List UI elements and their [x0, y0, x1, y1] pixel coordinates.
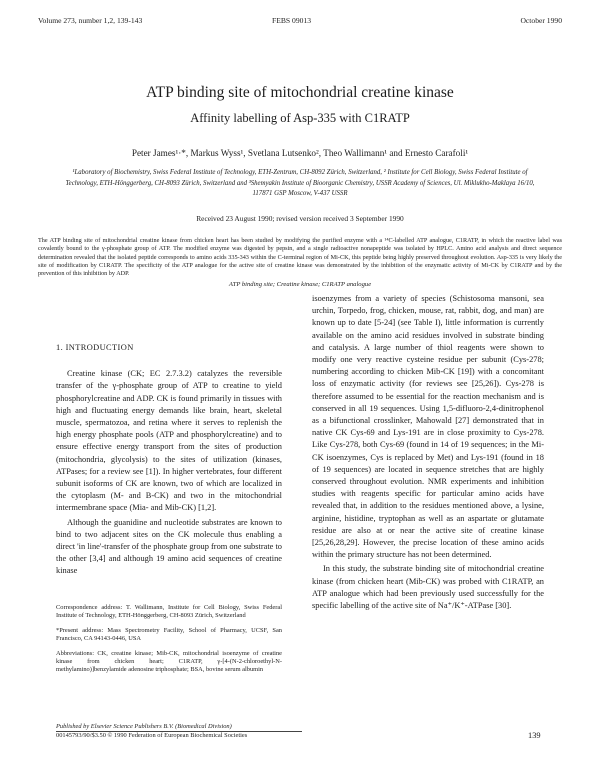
- page-number: 139: [528, 731, 541, 740]
- issue-date: October 1990: [520, 16, 562, 25]
- paragraph: In this study, the substrate binding site of mitochondrial creatine kinase (from chicken heart (Mib-CK) was probed with C1RATP, an ATP analogue which had been previously used successfully for the specific labelling of the active site of Na⁺/K⁺-ATPase [30].: [312, 564, 544, 611]
- paragraph: Although the guanidine and nucleotide substrates are known to bind to two adjacent sites on the CK molecule thus enabling a direct 'in line'-transfer of the phosphate group from one substrate to the other [3,4] and although 19 amino acid sequences of creatine kinase: [56, 517, 282, 576]
- paper-subtitle: Affinity labelling of Asp-335 with C1RATP: [190, 111, 410, 125]
- abbreviations-note: Abbreviations: CK, creatine kinase; Mib-CK, mitochondrial isoenzyme of creatine kinase from chicken heart; C1RATP, γ-[4-(N-2-chloroethyl-N-methylamino)]benzylamide adenosine triphosphate; BSA, bovine serum albumin: [56, 649, 282, 674]
- received-dates: Received 23 August 1990; revised version received 3 September 1990: [196, 214, 404, 223]
- footnotes: [56, 604, 282, 681]
- paragraph: Creatine kinase (CK; EC 2.7.3.2) catalyzes the reversible transfer of the γ-phosphate group of ATP to creatine to yield phosphorylcreatine and ADP. CK is found primarily in tissues with high and fluctuating energy demands like brain, heart, skeletal muscle, spermatozoa, and retina where it serves to replenish the high energy phosphate pools (ATP and phosphorylcreatine) and to ensure effective energy transport from the sites of production (mitochondria, glycolysis) to the sites of utilization (kinases, ATPases; for a review see [1]). In higher vertebrates, four different subunit isoforms of CK are known, two of which are localized in the cytoplasm (M- and B-CK) and two in the mitochondrial intermembrane space (Mia- and Mib-CK) [1,2].: [56, 369, 282, 513]
- author-list: Peter James¹·*, Markus Wyss¹, Svetlana Lutsenko², Theo Wallimann¹ and Ernesto Carafoli¹: [131, 148, 469, 158]
- right-column: [312, 293, 544, 612]
- section-heading: 1. INTRODUCTION: [56, 343, 134, 352]
- publisher-line: Published by Elsevier Science Publishers B.V. (Biomedical Division): [56, 723, 232, 730]
- paragraph: isoenzymes from a variety of species (Schistosoma mansoni, sea urchin, Torpedo, frog, chicken, mouse, rat, rabbit, dog, and man) are known up to date [5-24] (see Table I), little information is currently available on the amino acid residues involved in substrate binding and catalysis. A large number of thiol reagents were shown to modify one very reactive cysteine residue per subunit (Cys-278; numbering according to chicken Mib-CK [19]) with a concomitant loss of enzymatic activity (for reviews see [25,26]). Cys-278 is therefore assumed to be essential for the reaction mechanism and is conserved in all 19 sequences. Using 1,5-difluoro-2,4-dinitrophenol as a bifunctional crosslinker, Mahowald [27] demonstrated that in native CK Cys-69 and Lys-191 are in close proximity to Cys-278. Like Cys-278, both Cys-69 (found in 14 of 19 sequences; in the Mi-CK isoenzymes, Cys is replaced by Met) and Lys-191 (found in 18 of 19 sequences) are located in sequence stretches that are highly conserved throughout evolution. NMR experiments and inhibition studies with reagents specific for particular amino acids have revealed that, in addition to the residues mentioned above, a lysine, arginine, histidine, tryptophan as well as an aspartate or glutamate residue are also at or near the active site of creatine kinase [25,26,28,29]. However, the precise location of these amino acids within the primary structure has not been determined.: [312, 294, 544, 560]
- paper-title: ATP binding site of mitochondrial creatine kinase: [146, 84, 454, 101]
- journal-volume: Volume 273, number 1,2, 139-143: [38, 16, 143, 25]
- keywords: ATP binding site; Creatine kinase; C1RATP analogue: [228, 281, 372, 288]
- affiliations: ¹Laboratory of Biochemistry, Swiss Federal Institute of Technology, ETH-Zentrum, CH-8092 Zürich, Switzerland, ² Institute for Cell Biology, Swiss Federal Institute of Technology, ETH-Hönggerberg, CH-8093 Zürich, Switzerland and ³Shemyakin Institute of Bioorganic Chemistry, USSR Academy of Sciences, Ul. Miklukho-Maklaya 16/10, 117871 GSP Moscow, V-437 USSR: [65, 169, 535, 198]
- present-address-note: *Present address: Mass Spectrometry Facility, School of Pharmacy, UCSF, San Francisco, CA 94143-0446, USA: [56, 626, 282, 643]
- footer-divider: [56, 731, 302, 732]
- correspondence-note: Correspondence address: T. Wallimann, Institute for Cell Biology, Swiss Federal Institute of Technology, ETH-Hönggerberg, CH-8093 Zürich, Switzerland: [56, 604, 282, 620]
- febs-code: FEBS 09013: [272, 16, 312, 25]
- copyright-line: 00145793/90/$3.50 © 1990 Federation of European Biochemical Societies: [56, 732, 248, 739]
- left-column: [56, 342, 282, 578]
- abstract: The ATP binding site of mitochondrial creatine kinase from chicken heart has been studied by modifying the purified enzyme with a ¹⁴C-labelled ATP analogue, C1RATP, in which the reactive label was covalently bound to the γ-phosphate group of ATP. The modified enzyme was digested by pepsin, and a single radioactive nonapeptide was isolated by HPLC. Amino acid analysis and direct sequence determination revealed that the isolated peptide corresponds to amino acids 335-343 within the C-terminal region of Mi-CK, this peptide being highly preserved throughout evolution. Asp-335 is very likely the site of modification by C1RATP. The specificity of the ATP analogue for the active site of creatine kinase was demonstrated by the inhibition of the enzymatic activity of Mi-CK by C1RATP and by the prevention of this inhibition by ADP.: [38, 237, 562, 278]
